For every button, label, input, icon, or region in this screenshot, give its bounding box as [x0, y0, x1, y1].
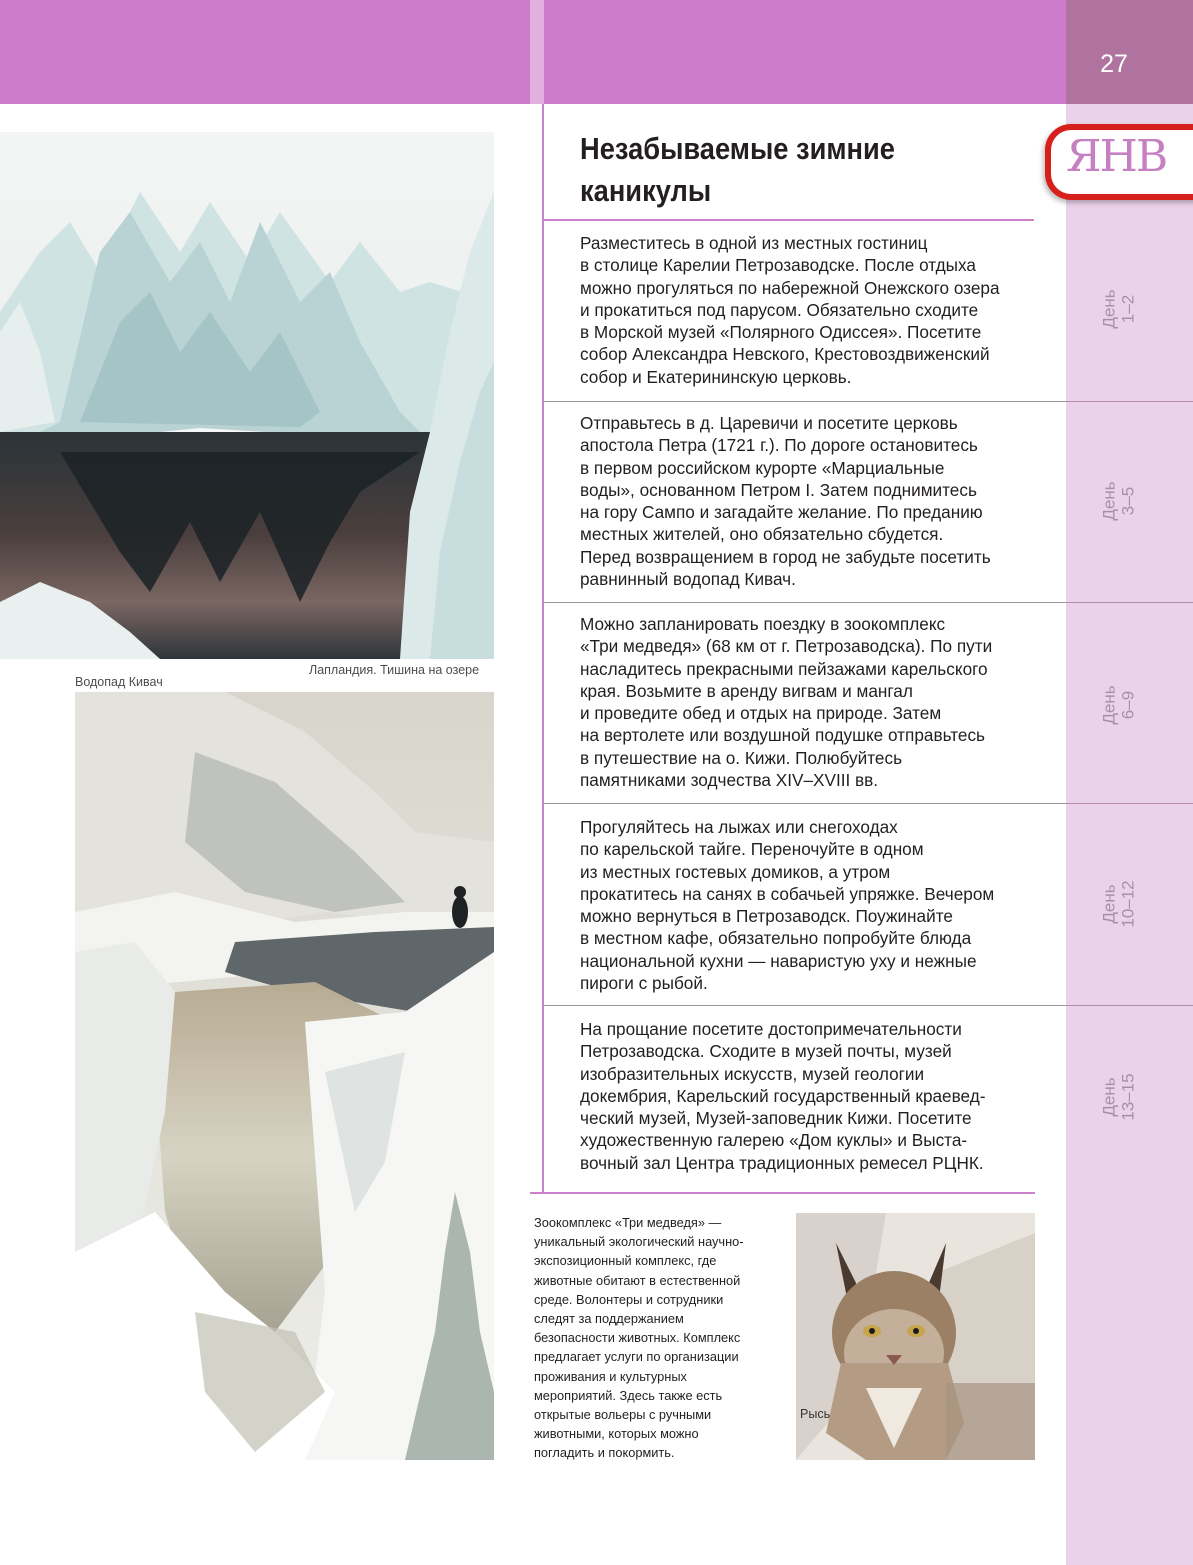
article-title [580, 128, 967, 212]
day-section-6-9 [580, 613, 1050, 791]
zoo-note: Зоокомплекс «Три медведя» — уникальный экологический научно- экспозиционный комплекс, где животные обитают в естественной среде. Волонтеры и сотрудники следят за поддержанием безопасности животных. Комплекс предлагает услуги по организации проживания и культурных мероприятий. Здесь также есть открытые вольеры с ручными животными, которых можно погладить и покормить. [534, 1215, 744, 1461]
waterfall-photo-caption: Водопад Кивач [75, 675, 163, 689]
day-section-10-12 [580, 816, 1050, 994]
title-line: Незабываемые зимние [580, 131, 895, 166]
strip-divider [1066, 602, 1193, 603]
column-rule [542, 104, 544, 1194]
lynx-photo-caption: Рысь [800, 1407, 831, 1421]
section-divider [544, 401, 1066, 402]
lake-photo-caption: Лапландия. Тишина на озере [309, 663, 480, 677]
day-description: На прощание посетите достопримечательности Петрозаводска. Сходите в музей почты, музей изобразительных искусств, музей геологии докембрия, Карельский государственный краевед- ческий музей, Музей-заповедник Кижи. Посетите художественную галерею «Дом куклы» и Выста- вочный зал Центра традиционных ремесел РЦНК. [580, 1019, 986, 1173]
title-line: каникулы [580, 173, 712, 208]
waterfall-photo [75, 692, 494, 1460]
lynx-photo [796, 1213, 1035, 1460]
title-rule [544, 219, 1034, 221]
header-divider [530, 0, 544, 104]
day-label-3-5: День 3–5 [1100, 481, 1138, 521]
strip-divider [1066, 401, 1193, 402]
strip-divider [1066, 1005, 1193, 1006]
day-section-3-5 [580, 412, 1050, 590]
day-description: Разместитесь в одной из местных гостиниц в столице Карелии Петрозаводске. После отдыха можно прогуляться по набережной Онежского озера и прокатиться под парусом. Обязательно сходите в Морской музей «Полярного Одиссея». Посетите собор Александра Невского, Крестовоздвиженский собор и Екатерининскую церковь. [580, 233, 1000, 387]
day-label-13-15: День 13–15 [1100, 1073, 1138, 1121]
day-label-1-2: День 1–2 [1100, 289, 1138, 329]
day-description: Можно запланировать поездку в зоокомплекс «Три медведя» (68 км от г. Петрозаводска). По пути насладитесь прекрасными пейзажами карельского края. Возьмите в аренду вигвам и мангал и проведите обед и отдых на природе. Затем на вертолете или воздушной подушке отправьтесь в путешествие на о. Кижи. Полюбуйтесь памятниками зодчества XIV–XVIII вв. [580, 614, 993, 791]
page-number: 27 [1100, 50, 1128, 78]
day-label-6-9: День 6–9 [1100, 685, 1138, 725]
section-divider [544, 803, 1066, 804]
lake-photo [0, 132, 494, 659]
day-label-10-12: День 10–12 [1100, 880, 1138, 928]
day-section-13-15 [580, 1018, 1050, 1174]
day-description: Отправьтесь в д. Царевичи и посетите церковь апостола Петра (1721 г.). По дороге остановитесь в первом российском курорте «Марциальные воды», основанном Петром I. Затем поднимитесь на гору Сампо и загадайте желание. По преданию местных жителей, оно обязательно сбудется. Перед возвращением в город не забудьте посетить равнинный водопад Кивач. [580, 413, 991, 590]
section-divider [544, 1005, 1066, 1006]
section-divider [544, 602, 1066, 603]
column-bottom-rule [530, 1192, 1035, 1194]
month-label: ЯНВ [1066, 131, 1167, 182]
day-section-1-2 [580, 232, 1050, 388]
strip-divider [1066, 803, 1193, 804]
day-description: Прогуляйтесь на лыжах или снегоходах по карельской тайге. Переночуйте в одном из местных гостевых домиков, а утром прокатитесь на санях в собачьей упряжке. Вечером можно вернуться в Петрозаводск. Поужинайте в местном кафе, обязательно попробуйте блюда национальной кухни — наваристую уху и нежные пироги с рыбой. [580, 817, 995, 994]
